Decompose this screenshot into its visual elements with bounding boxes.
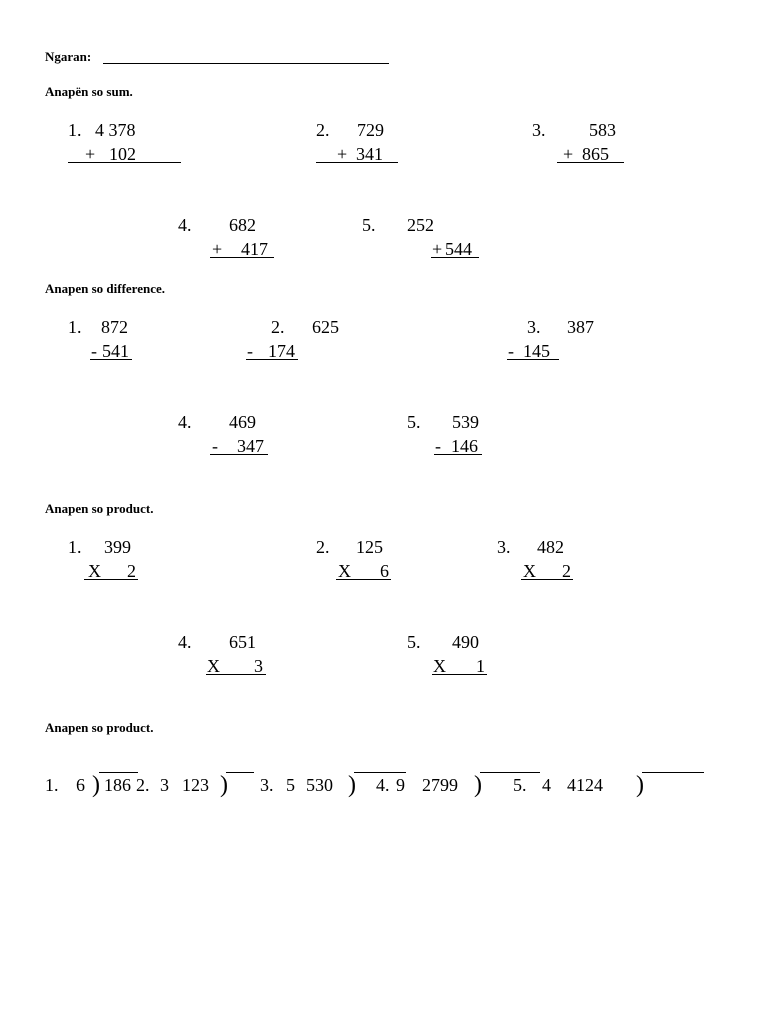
division-3-number: 3. <box>260 775 274 795</box>
sum-4-bottom: 417 <box>241 239 268 259</box>
difference-5-number: 5. <box>407 412 421 432</box>
difference-5-answer-line <box>434 454 482 455</box>
division-5-overline <box>642 772 704 773</box>
division-1-overline <box>99 772 138 773</box>
sum-5-number: 5. <box>362 215 376 235</box>
product-2-number: 2. <box>316 537 330 557</box>
division-4-number: 4. <box>376 775 390 795</box>
difference-5-bottom: 146 <box>451 436 478 456</box>
sum-1-top: 4 378 <box>95 120 136 140</box>
sum-3-bottom: 865 <box>582 144 609 164</box>
product-1-answer-line <box>84 579 138 580</box>
division-4-divisor: 9 <box>396 775 405 795</box>
sum-1-number: 1. <box>68 120 82 140</box>
product-3-operator: X <box>523 561 536 581</box>
difference-4-top: 469 <box>229 412 256 432</box>
difference-4-operator: - <box>212 436 218 456</box>
division-3-dividend: 530 <box>306 775 333 795</box>
sum-2-operator: + <box>337 144 348 164</box>
product-2-operator: X <box>338 561 351 581</box>
difference-1-answer-line <box>90 359 132 360</box>
difference-5-operator: - <box>435 436 441 456</box>
product-5-number: 5. <box>407 632 421 652</box>
sum-section-title: Anapën so sum. <box>45 84 133 99</box>
difference-3-top: 387 <box>567 317 594 337</box>
product-3-top: 482 <box>537 537 564 557</box>
difference-1-bottom: 541 <box>102 341 129 361</box>
division-3-bracket: ) <box>348 772 356 798</box>
product-4-operator: X <box>207 656 220 676</box>
sum-2-bottom: 341 <box>356 144 383 164</box>
product-2-bottom: 6 <box>380 561 389 581</box>
difference-3-operator: - <box>508 341 514 361</box>
product-5-bottom: 1 <box>476 656 485 676</box>
sum-3-answer-line <box>557 162 624 163</box>
division-1-number: 1. <box>45 775 59 795</box>
product-4-answer-line <box>206 674 266 675</box>
difference-2-answer-line <box>246 359 298 360</box>
division-1-bracket: ) <box>92 772 100 798</box>
division-5-bracket: ) <box>636 772 644 798</box>
product-4-bottom: 3 <box>254 656 263 676</box>
division-3-divisor: 5 <box>286 775 295 795</box>
sum-5-top: 252 <box>407 215 434 235</box>
product-1-number: 1. <box>68 537 82 557</box>
division-2-divisor: 3 <box>160 775 169 795</box>
product-5-top: 490 <box>452 632 479 652</box>
product-1-top: 399 <box>104 537 131 557</box>
difference-2-number: 2. <box>271 317 285 337</box>
difference-2-bottom: 174 <box>268 341 295 361</box>
product-5-answer-line <box>432 674 487 675</box>
division-5-divisor: 4 <box>542 775 551 795</box>
sum-3-number: 3. <box>532 120 546 140</box>
sum-5-operator: + <box>432 239 443 259</box>
sum-5-bottom: 544 <box>445 239 472 259</box>
product-3-bottom: 2 <box>562 561 571 581</box>
product-4-number: 4. <box>178 632 192 652</box>
difference-4-answer-line <box>210 454 268 455</box>
difference-3-bottom: 145 <box>523 341 550 361</box>
sum-3-top: 583 <box>589 120 616 140</box>
difference-1-number: 1. <box>68 317 82 337</box>
division-4-overline <box>480 772 540 773</box>
division-5-number: 5. <box>513 775 527 795</box>
difference-4-number: 4. <box>178 412 192 432</box>
name-blank-line[interactable] <box>103 63 389 64</box>
difference-2-operator: - <box>247 341 253 361</box>
division-section-title: Anapen so product. <box>45 720 154 735</box>
sum-4-number: 4. <box>178 215 192 235</box>
name-label: Ngaran: <box>45 49 92 64</box>
product-2-answer-line <box>336 579 391 580</box>
sum-4-top: 682 <box>229 215 256 235</box>
sum-2-answer-line <box>316 162 398 163</box>
product-section-title: Anapen so product. <box>45 501 154 516</box>
sum-1-operator: + <box>85 144 96 164</box>
division-3-overline <box>354 772 406 773</box>
product-5-operator: X <box>433 656 446 676</box>
sum-4-operator: + <box>212 239 223 259</box>
difference-2-top: 625 <box>312 317 339 337</box>
difference-1-top: 872 <box>101 317 128 337</box>
product-3-number: 3. <box>497 537 511 557</box>
division-5-dividend: 4124 <box>567 775 603 795</box>
division-1-divisor: 6 <box>76 775 85 795</box>
product-1-operator: X <box>88 561 101 581</box>
product-2-top: 125 <box>356 537 383 557</box>
difference-3-number: 3. <box>527 317 541 337</box>
sum-2-top: 729 <box>357 120 384 140</box>
division-2-dividend: 123 <box>182 775 209 795</box>
difference-5-top: 539 <box>452 412 479 432</box>
sum-4-answer-line <box>210 257 274 258</box>
division-4-dividend: 2799 <box>422 775 458 795</box>
division-2-bracket: ) <box>220 772 228 798</box>
difference-1-operator: - <box>91 341 97 361</box>
product-4-top: 651 <box>229 632 256 652</box>
sum-1-bottom: 102 <box>109 144 136 164</box>
division-2-overline <box>226 772 254 773</box>
division-4-bracket: ) <box>474 772 482 798</box>
difference-4-bottom: 347 <box>237 436 264 456</box>
product-3-answer-line <box>521 579 573 580</box>
division-2-number: 2. <box>136 775 150 795</box>
division-1-dividend: 186 <box>104 775 131 795</box>
sum-1-answer-line <box>68 162 181 163</box>
sum-5-answer-line <box>431 257 479 258</box>
sum-3-operator: + <box>563 144 574 164</box>
difference-3-answer-line <box>507 359 559 360</box>
difference-section-title: Anapen so difference. <box>45 281 166 296</box>
sum-2-number: 2. <box>316 120 330 140</box>
product-1-bottom: 2 <box>127 561 136 581</box>
